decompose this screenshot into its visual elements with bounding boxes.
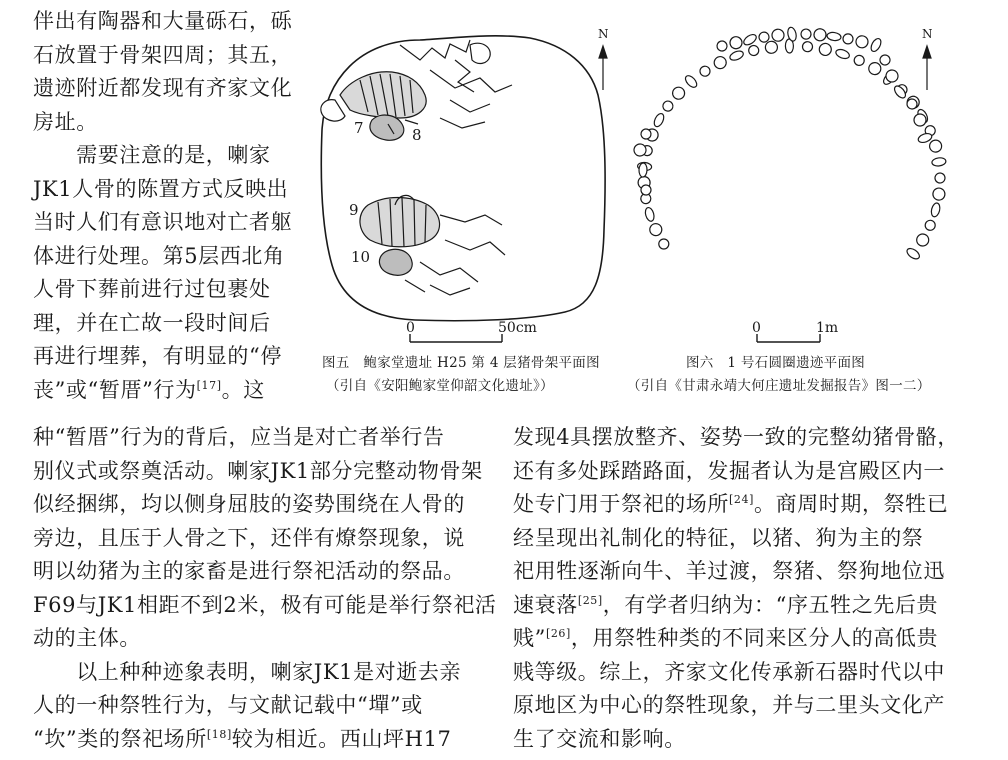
stone: [905, 94, 921, 110]
stone: [905, 246, 921, 261]
figure-5-label: 9: [349, 201, 359, 219]
figure-6-scale-end: 1m: [816, 320, 839, 336]
stone: [728, 35, 743, 50]
stone: [652, 112, 665, 128]
footnote-ref[interactable]: [25]: [577, 593, 603, 607]
stone: [639, 163, 647, 177]
stone: [637, 162, 652, 171]
footnote-ref[interactable]: [26]: [545, 627, 571, 640]
stone: [632, 142, 649, 159]
text-segment: 较为相近。西山坪H17: [231, 726, 452, 751]
figure-6-caption: 图六 1 号石圆圈遗迹平面图: [686, 355, 866, 371]
stone: [647, 221, 664, 238]
stone: [801, 40, 815, 54]
stone: [672, 86, 686, 100]
stone: [896, 84, 908, 96]
text-line: 明以幼猪为主的家畜是进行祭祀活动的祭品。: [33, 559, 465, 583]
stone: [855, 35, 869, 49]
stone: [912, 112, 929, 129]
text-column-left-top: [33, 5, 313, 407]
text-column-right: [513, 421, 973, 756]
text-line: 动的主体。: [33, 626, 141, 650]
stone: [916, 108, 930, 124]
text-line: 还有多处踩踏路面，发掘者认为是宫殿区内一: [513, 458, 945, 483]
footnote-ref[interactable]: [18]: [206, 727, 232, 741]
text-line: [33, 374, 313, 408]
text-line: 遗迹附近都发现有齐家文化: [33, 76, 293, 100]
stone: [640, 144, 654, 158]
figure-5-caption: 图五 鲍家堂遗址 H25 第 4 层猪骨架平面图: [322, 355, 600, 371]
text-line: 旁边，且压于人骨之下，还伴有燎祭现象，说: [33, 525, 465, 550]
stone: [787, 26, 798, 41]
stone: [645, 128, 659, 142]
stone: [878, 53, 891, 66]
stone: [712, 54, 728, 70]
text-line: 发现4具摆放整齐、姿势一致的完整幼猪骨骼，: [513, 425, 959, 449]
figure-5-scale-end: 50cm: [498, 320, 537, 336]
text-line: 生了交流和影响。: [513, 726, 686, 751]
stone: [639, 183, 653, 197]
stone-ring: [632, 26, 947, 261]
stone: [644, 207, 656, 223]
stone: [907, 99, 918, 110]
north-label: N: [922, 27, 933, 41]
text-segment: 处专门用于祭祀的场所: [513, 492, 729, 516]
stone: [639, 192, 652, 205]
stone: [785, 39, 793, 53]
figure-6-scale-start: 0: [752, 320, 761, 336]
text-line: 人骨下葬前进行过包裹处: [33, 277, 271, 301]
text-line: 似经捆绑，均以侧身屈肢的姿势围绕在人骨的: [33, 492, 465, 516]
figure-6-scale-bar: [757, 334, 820, 342]
footnote-ref[interactable]: [17]: [196, 378, 222, 392]
stone: [930, 202, 941, 218]
stone: [827, 32, 842, 42]
stone: [729, 49, 745, 62]
text-segment: 丧”或“暂厝”行为: [33, 377, 197, 402]
text-segment: ，有学者归纳为：“序五牲之先后贵: [602, 592, 939, 617]
stone: [931, 157, 946, 167]
text-line: 人的一种祭牲行为，与文献记载中“墠”或: [33, 693, 423, 717]
stone: [700, 66, 711, 77]
stone: [661, 99, 674, 112]
pit-outline: [321, 36, 605, 321]
figure-5-source: （引自《安阳鲍家堂仰韶文化遗址》）: [326, 378, 554, 394]
north-arrow-left-icon: [599, 46, 607, 90]
footnote-ref[interactable]: [24]: [729, 493, 754, 506]
stone: [868, 62, 881, 75]
stone: [835, 48, 851, 60]
stone: [924, 125, 935, 136]
stone: [931, 186, 947, 202]
text-line: 贱等级。综上，齐家文化传承新石器时代以中: [513, 659, 945, 684]
stone: [748, 44, 760, 56]
stone: [892, 84, 907, 100]
text-line: [33, 723, 503, 757]
stone: [683, 74, 698, 90]
skeleton-upper: [321, 40, 512, 140]
stone: [763, 39, 780, 56]
text-line: 种“暂厝”行为的背后，应当是对亡者举行告: [33, 425, 445, 449]
text-line: 原地区为中心的祭牲现象，并与二里头文化产: [513, 693, 945, 717]
text-line: 伴出有陶器和大量砾石，砾: [33, 9, 293, 33]
text-segment: “坎”类的祭祀场所: [33, 726, 207, 751]
text-line: 需要注意的是，喇家: [33, 143, 271, 167]
stone: [770, 27, 787, 44]
north-label: N: [598, 27, 609, 41]
stone: [716, 40, 729, 53]
stone: [659, 239, 669, 249]
figure-6-source: （引自《甘肃永靖大何庄遗址发掘报告》图一二）: [627, 378, 931, 394]
stone: [881, 70, 896, 86]
text-line: JK1人骨的陈置方式反映出: [33, 176, 289, 201]
text-segment: 。商周时期，祭牲已: [753, 492, 949, 516]
stone: [927, 138, 944, 155]
stone: [812, 27, 828, 43]
north-arrow-right-icon: [923, 46, 931, 90]
text-column-left-bottom: [33, 421, 503, 756]
text-line: 祀用牲逐渐向牛、羊过渡，祭猪、祭狗地位迅: [513, 559, 945, 583]
text-line: [513, 622, 973, 656]
stone: [869, 37, 883, 53]
stone: [759, 32, 770, 43]
text-line: 石放置于骨架四周；其五，: [33, 42, 293, 67]
stone: [818, 42, 833, 57]
text-line: 当时人们有意识地对亡者躯: [33, 210, 293, 234]
text-line: 再进行埋葬，有明显的“停: [33, 344, 282, 368]
text-line: [513, 488, 973, 522]
text-line: 理，并在亡故一段时间后: [33, 310, 271, 335]
text-line: 以上种种迹象表明，喇家JK1是对逝去亲: [33, 659, 462, 684]
stone: [916, 234, 928, 246]
figure-5-label: 10: [351, 248, 371, 266]
figure-5-scale-start: 0: [406, 320, 415, 336]
stone: [885, 69, 899, 83]
stone: [852, 53, 866, 67]
text-line: F69与JK1相距不到2米，极有可能是举行祭祀活: [33, 592, 497, 617]
text-segment: ，用祭牲种类的不同来区分人的高低贵: [570, 626, 939, 650]
text-line: 经呈现出礼制化的特征，以猪、狗为主的祭: [513, 525, 924, 550]
stone: [799, 27, 812, 40]
stone: [933, 171, 947, 185]
skeleton-lower: [360, 195, 505, 295]
figure-5-label: 7: [354, 119, 364, 137]
text-segment: 速衰落: [513, 592, 578, 617]
stone: [923, 218, 937, 232]
figure-5-label: 8: [412, 126, 422, 144]
text-line: 别仪式或祭奠活动。喇家JK1部分完整动物骨架: [33, 458, 483, 483]
stone: [640, 128, 653, 141]
text-segment: 。这: [221, 377, 265, 402]
stone: [636, 174, 653, 191]
text-line: 体进行处理。第5层西北角: [33, 243, 285, 268]
text-segment: 贱”: [513, 626, 546, 650]
text-line: 房址。: [33, 109, 98, 134]
stone: [917, 132, 933, 144]
figure-5-scale-bar: [410, 334, 502, 342]
text-line: [513, 589, 973, 623]
stone: [742, 32, 758, 46]
stone: [841, 32, 855, 46]
